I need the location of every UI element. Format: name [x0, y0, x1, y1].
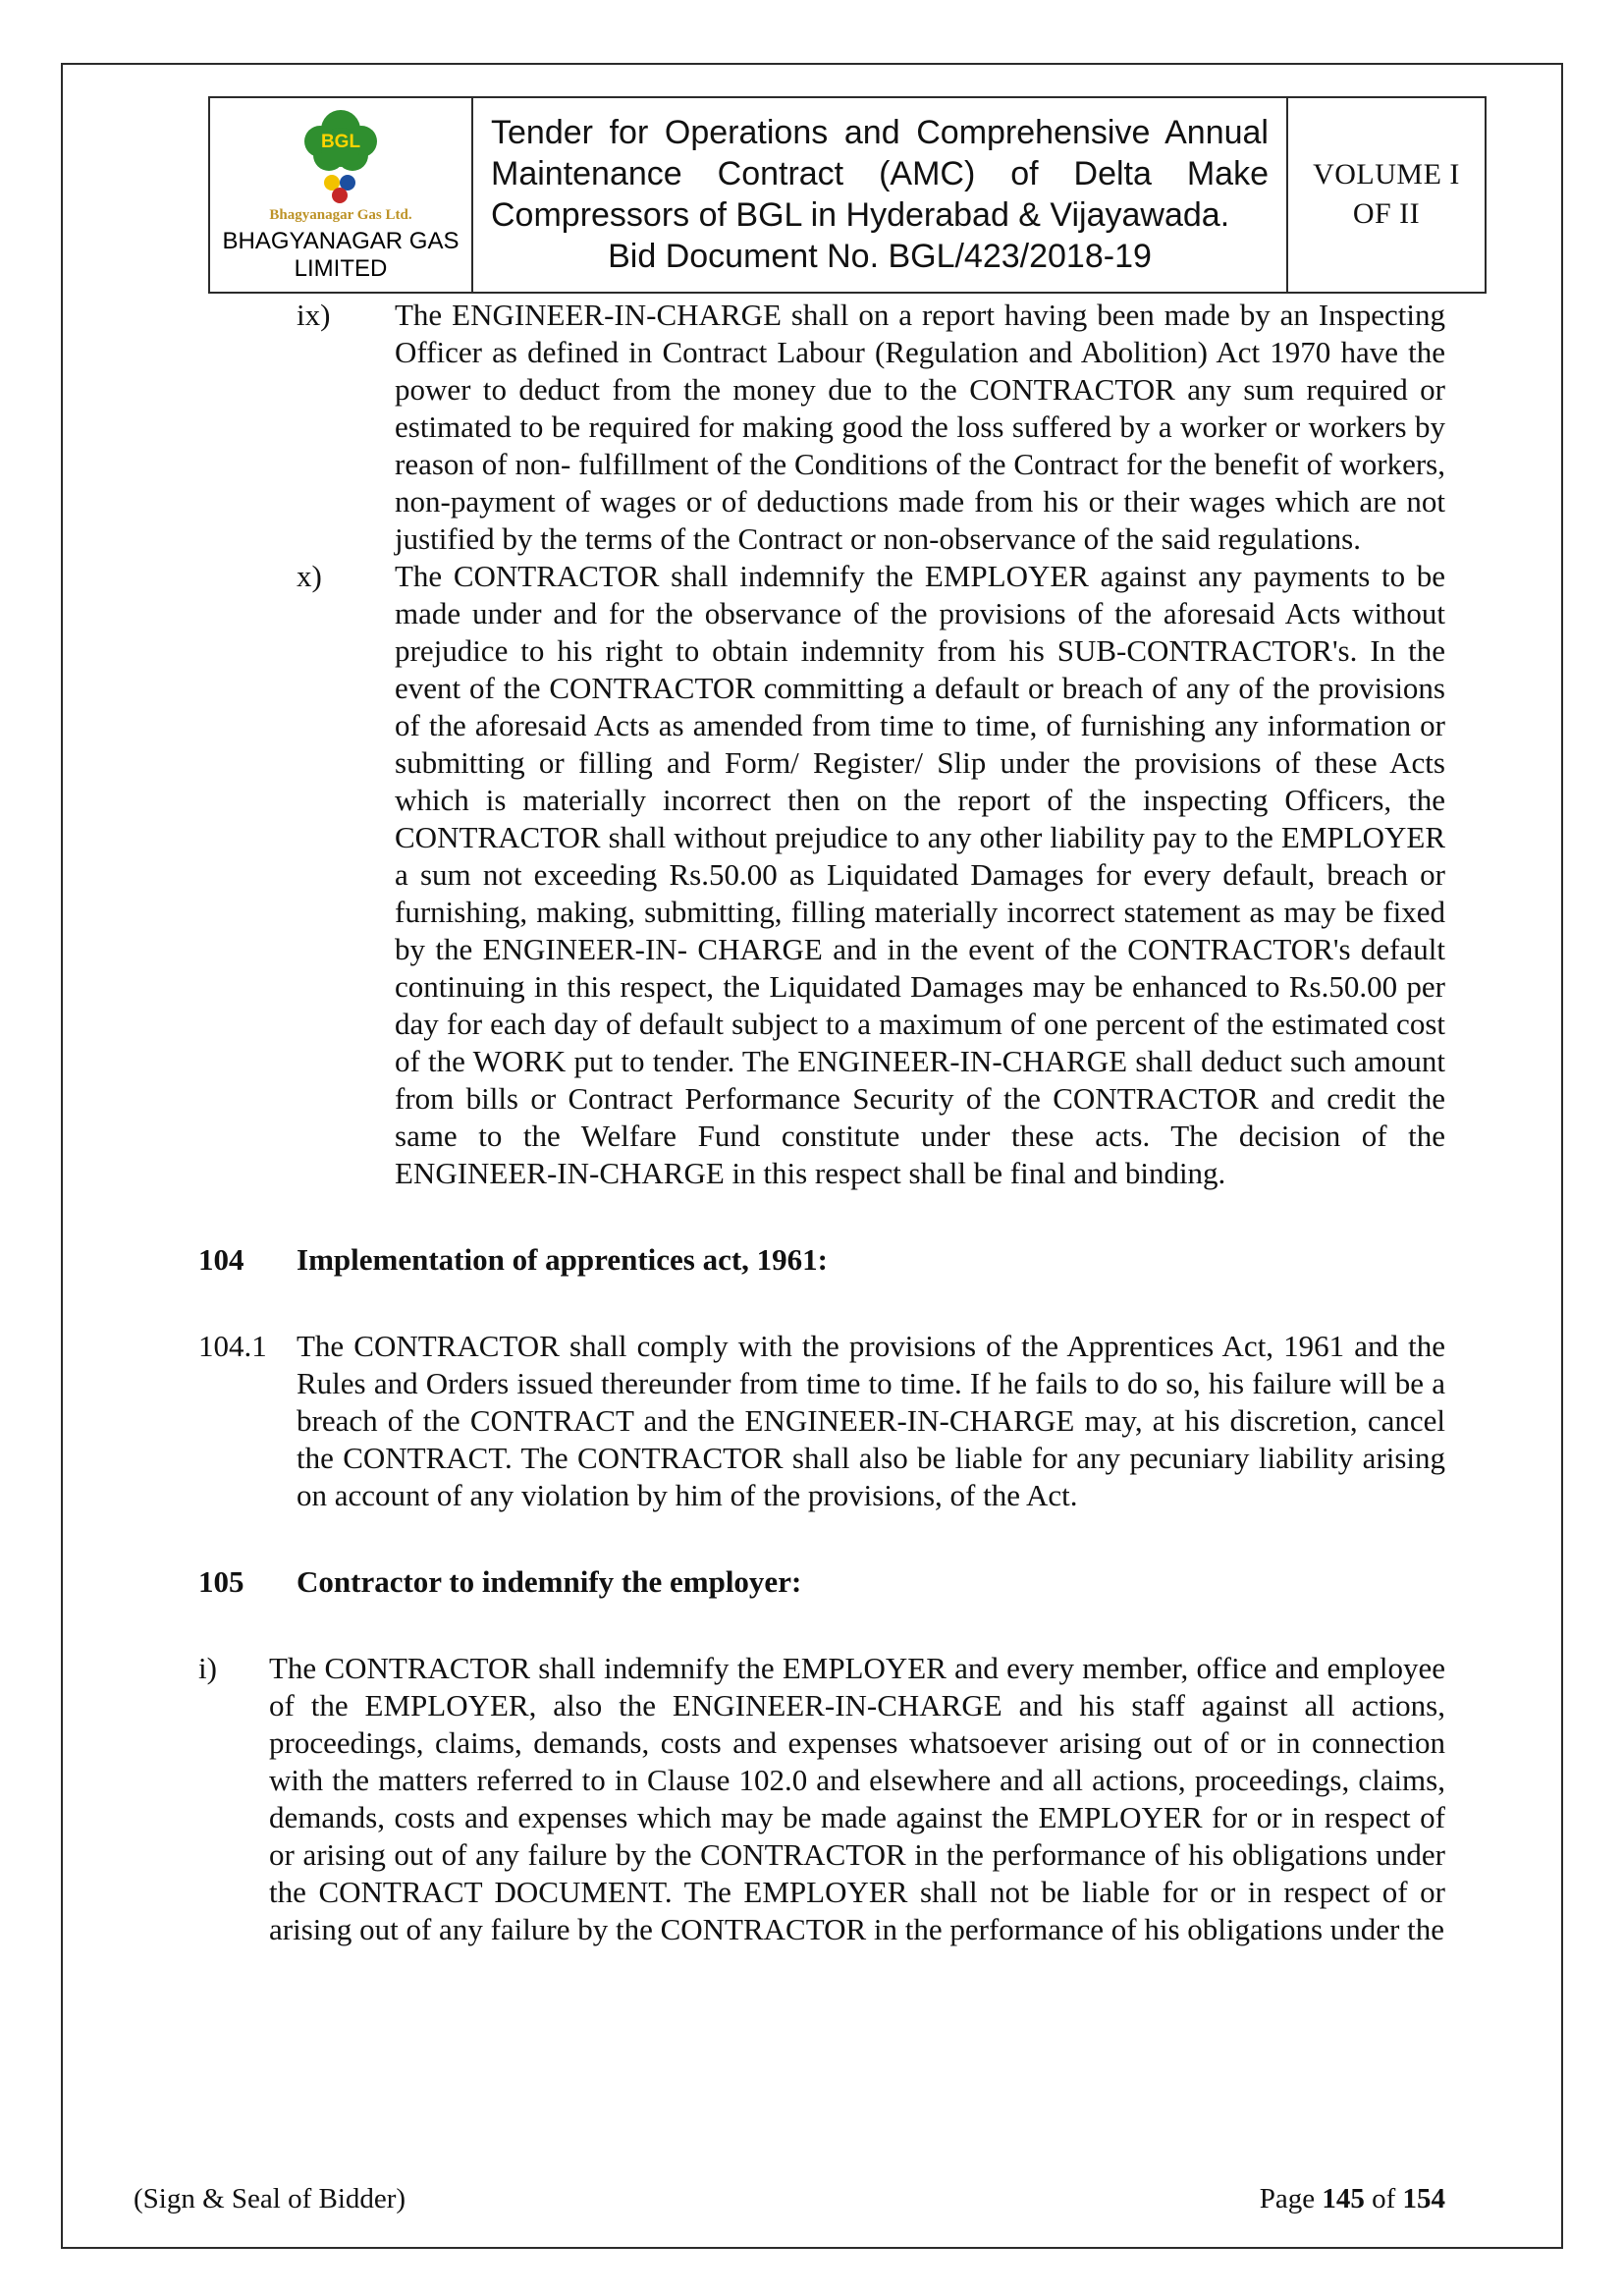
- clause-i: [63, 1650, 1561, 1948]
- clause-ix-text: The ENGINEER-IN-CHARGE shall on a report having been made by an Inspecting Officer as defined in Contract Labour (Regulation and Abolition) Act 1970 have the power to deduct from the money due to the CONTRACTOR any sum required or estimated to be required for making good the loss suffered by a worker or workers by reason of non- fulfillment of the Conditions of the Contract for the benefit of workers, non-payment of wages or of deductions made from his or their wages which are not justified by the terms of the Contract or non-observance of the said regulations.: [395, 298, 1445, 556]
- company-name-line2: LIMITED: [294, 255, 388, 283]
- clause-104-1-number: 104.1: [198, 1329, 267, 1363]
- volume-line2: OF II: [1352, 197, 1421, 231]
- clause-i-text: The CONTRACTOR shall indemnify the EMPLOYER and every member, office and employee of the EMPLOYER, also the ENGINEER-IN-CHARGE and his staff against all actions, proceedings, claims, demands, costs and expenses whatsoever arising out of or in connection with the matters referred to in Clause 102.0 and elsewhere and all actions, proceedings, claims, demands, costs and expenses which may be made against the EMPLOYER for or in respect of or arising out of any failure by the CONTRACTOR in the performance of his obligations under the CONTRACT DOCUMENT. The EMPLOYER shall not be liable for or in respect of or arising out of any failure by the CONTRACTOR in the performance of his obligations under the: [269, 1651, 1445, 1946]
- bid-document-number: Bid Document No. BGL/423/2018-19: [608, 238, 1152, 276]
- section-105-heading: [63, 1563, 1561, 1601]
- document-body: [63, 297, 1561, 1948]
- tender-title: Tender for Operations and Comprehensive Annual Maintenance Contract (AMC) of Delta Make Compressors of BGL in Hyderabad & Vijayawada.: [491, 113, 1269, 234]
- header-title-cell: [472, 97, 1287, 293]
- logo-cell: [209, 97, 472, 293]
- section-104-title: Implementation of apprentices act, 1961:: [297, 1242, 829, 1277]
- page-footer: [63, 2183, 1561, 2215]
- section-105-title: Contractor to indemnify the employer:: [297, 1564, 802, 1599]
- volume-line1: VOLUME I: [1313, 157, 1460, 191]
- clause-ix-marker: ix): [297, 298, 331, 332]
- sign-seal-text: (Sign & Seal of Bidder): [134, 2183, 406, 2214]
- page-word: Page: [1259, 2183, 1316, 2214]
- section-105-number: 105: [198, 1564, 244, 1599]
- clause-x-text: The CONTRACTOR shall indemnify the EMPLOYER against any payments to be made under and for the observance of the provisions of the aforesaid Acts without prejudice to his right to obtain indemnity from his SUB-CONTRACTOR's. In the event of the CONTRACTOR committing a default or breach of any of the provisions of the aforesaid Acts as amended from time to time, of furnishing any information or submitting or filling and Form/ Register/ Slip under the provisions of these Acts which is materially incorrect then on the report of the inspecting Officers, the CONTRACTOR shall without prejudice to any other liability pay to the EMPLOYER a sum not exceeding Rs.50.00 as Liquidated Damages for every default, breach or furnishing, making, submitting, filling materially incorrect statement as may be fixed by the ENGINEER-IN- CHARGE and in the event of the CONTRACTOR's default continuing in this respect, the Liquidated Damages may be enhanced to Rs.50.00 per day for each day of default subject to a maximum of one percent of the estimated cost of the WORK put to tender. The ENGINEER-IN-CHARGE shall deduct such amount from bills or Contract Performance Security of the CONTRACTOR and credit the same to the Welfare Fund constitute under these acts. The decision of the ENGINEER-IN-CHARGE in this respect shall be final and binding.: [395, 559, 1445, 1190]
- clause-104-1: [63, 1328, 1561, 1514]
- logo-brand-text: Bhagyanagar Gas Ltd.: [269, 207, 412, 223]
- clause-x: [63, 558, 1561, 1192]
- of-word: of: [1372, 2183, 1396, 2214]
- company-name-line1: BHAGYANAGAR GAS: [222, 228, 460, 254]
- page-border: [61, 63, 1563, 2249]
- clause-x-marker: x): [297, 559, 322, 593]
- company-name: [214, 228, 467, 284]
- logo-dot-red: [332, 188, 348, 203]
- section-104-number: 104: [198, 1242, 244, 1277]
- document-header: [208, 96, 1487, 294]
- clause-ix: [63, 297, 1561, 558]
- page-number: 145: [1322, 2183, 1365, 2214]
- logo-acronym: BGL: [320, 132, 361, 152]
- page-indicator: [1260, 2183, 1445, 2215]
- clause-104-1-text: The CONTRACTOR shall comply with the provisions of the Apprentices Act, 1961 and the Rules and Orders issued thereunder from time to time. If he fails to do so, his failure will be a breach of the CONTRACT and the ENGINEER-IN-CHARGE may, at his discretion, cancel the CONTRACT. The CONTRACTOR shall also be liable for any pecuniary liability arising on account of any violation by him of the provisions, of the Act.: [297, 1329, 1445, 1512]
- volume-cell: [1287, 97, 1486, 293]
- clause-i-marker: i): [198, 1651, 217, 1685]
- bgl-logo: [283, 104, 399, 211]
- total-pages: 154: [1402, 2183, 1445, 2214]
- section-104-heading: [63, 1241, 1561, 1279]
